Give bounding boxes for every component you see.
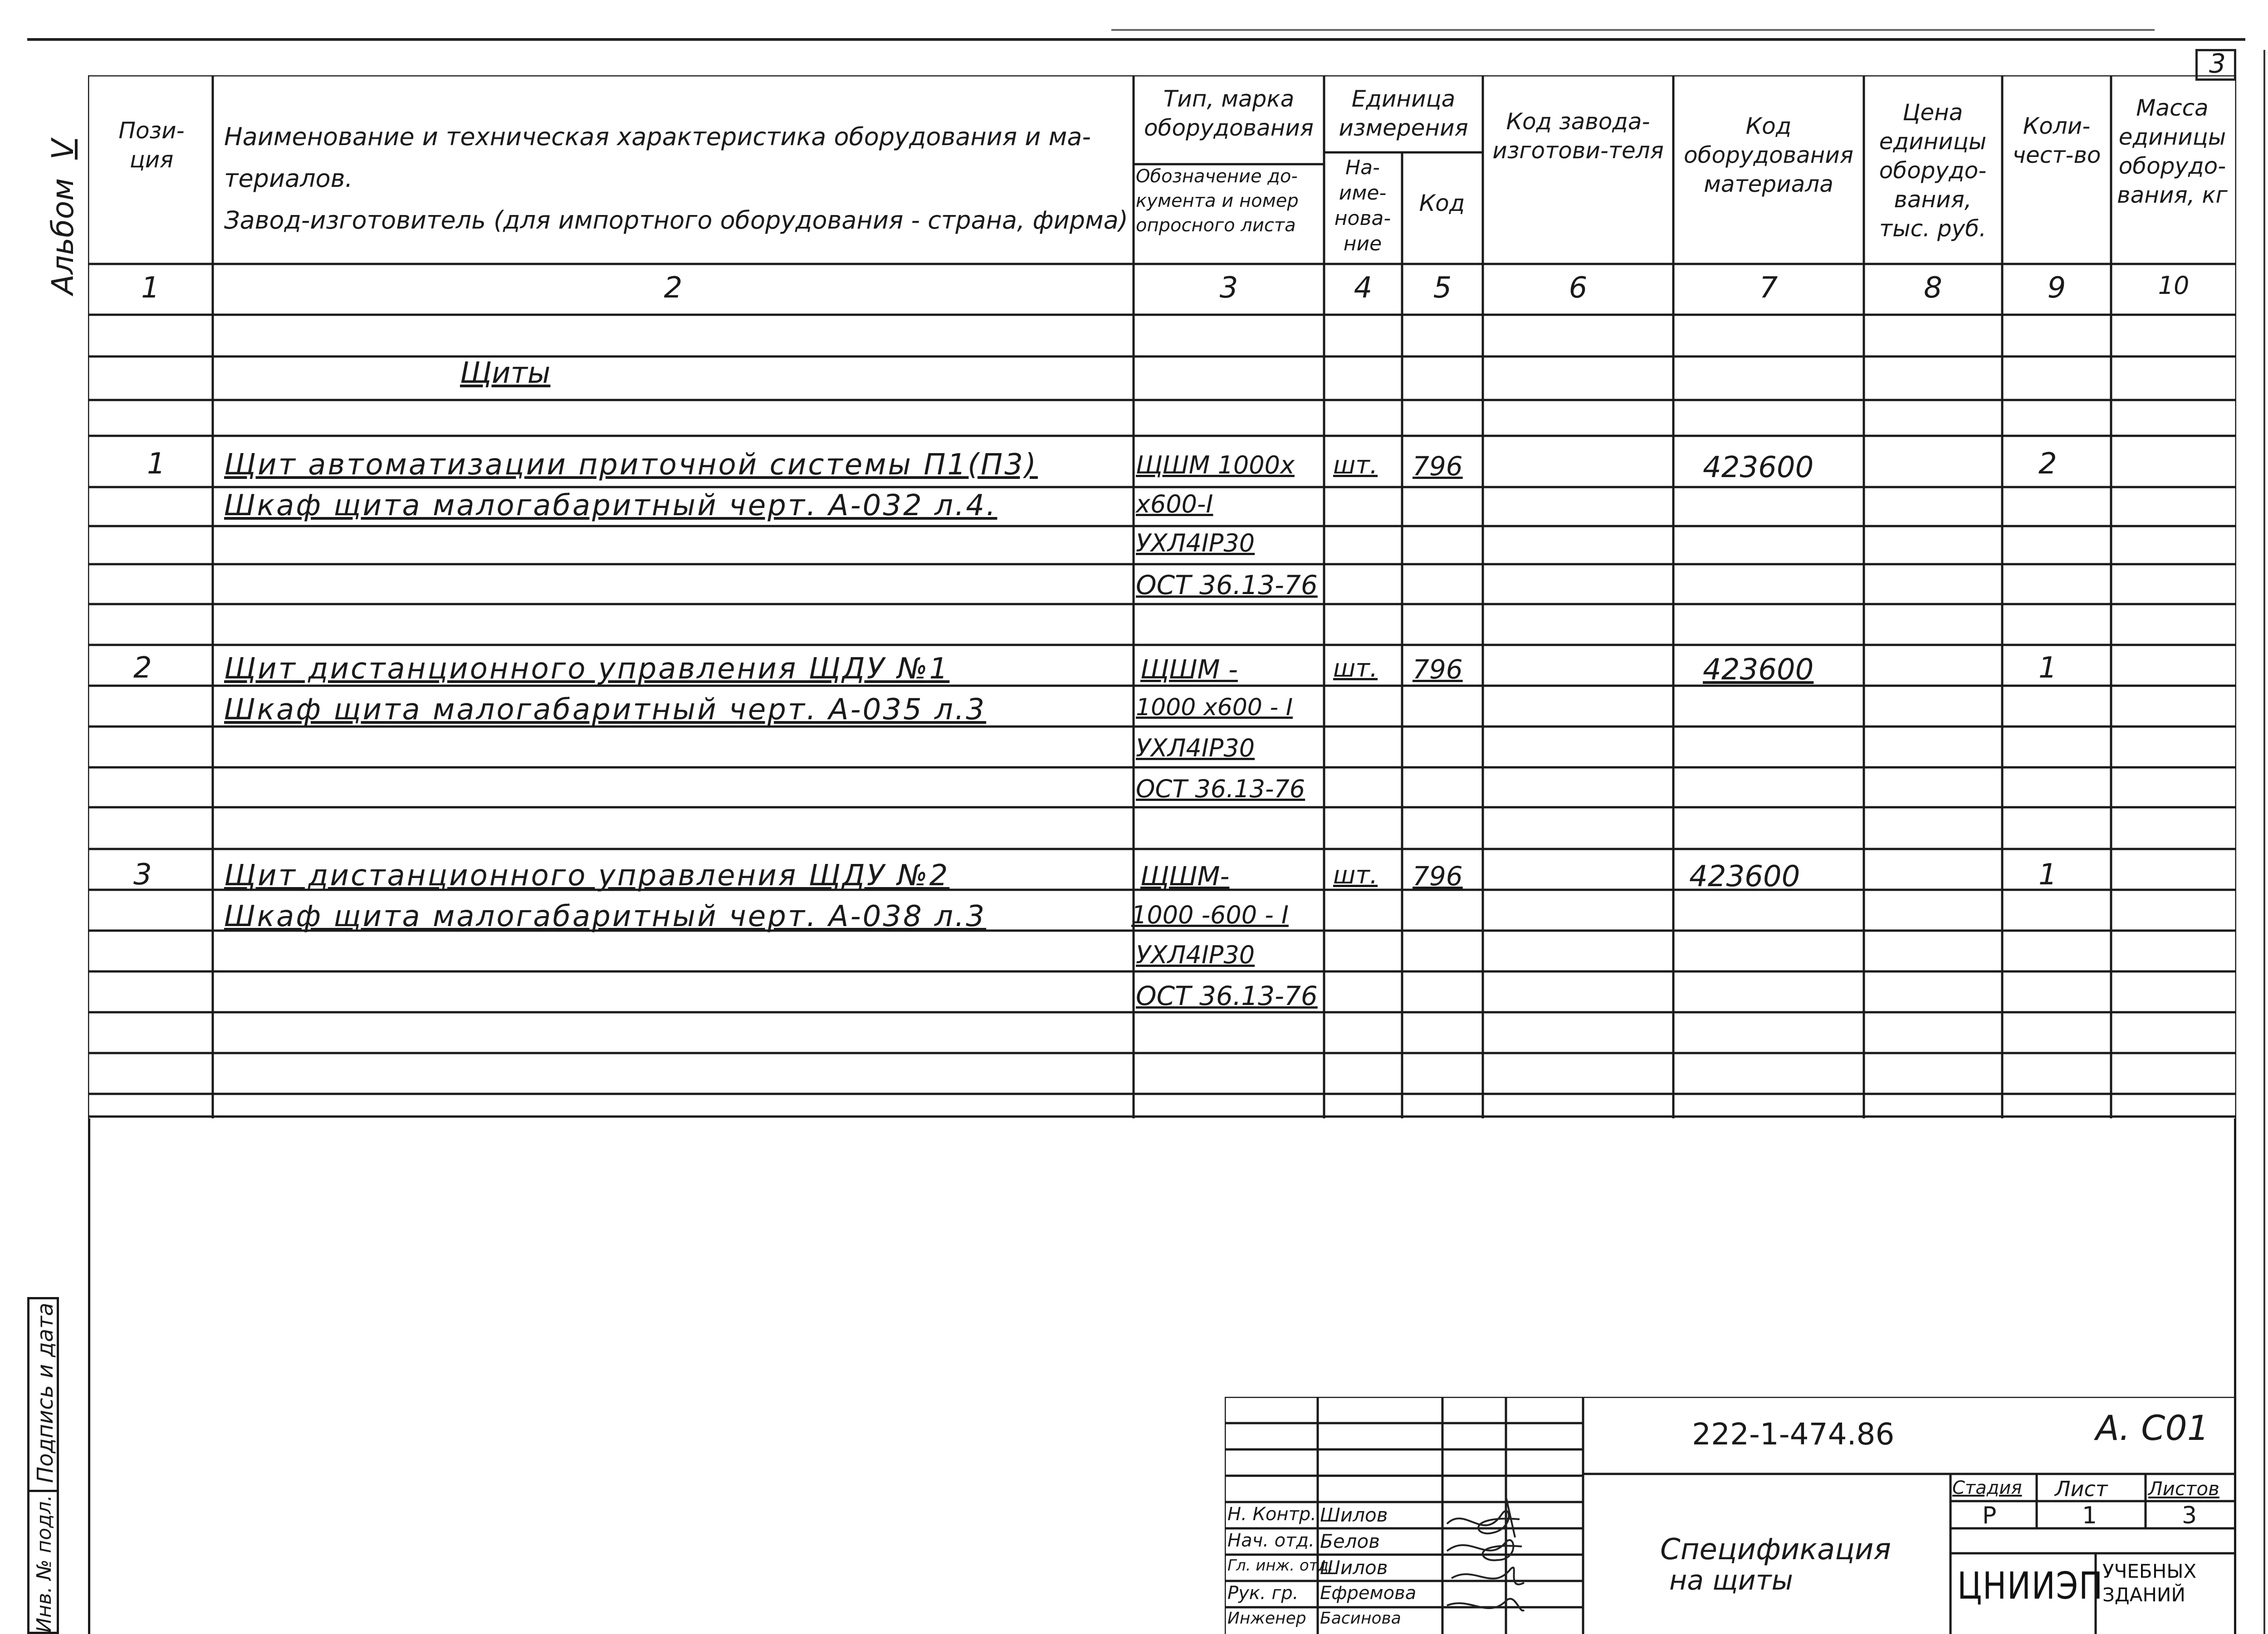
header-position: Пози-ция	[118, 117, 185, 173]
item-3-code: 796	[1413, 861, 1463, 892]
item-3-name-line2: Шкаф щита малогабаритный черт. А-038 л.3	[224, 900, 987, 933]
header-type-top: Тип, марка оборудования	[1144, 86, 1314, 141]
item-2-type-line3: УХЛ4IР30	[1136, 734, 1255, 762]
sheets-label: Листов	[2148, 1478, 2219, 1500]
column-number-2: 2	[664, 271, 683, 305]
item-1-code: 796	[1413, 451, 1463, 482]
header-price: Цена единицы оборудо-вания, тыс. руб.	[1879, 99, 1987, 242]
role-1-name: Шилов	[1320, 1504, 1388, 1526]
header-name-line3: Завод-изготовитель (для импортного оборудования - страна, фирма)	[224, 206, 1128, 234]
column-number-10: 10	[2158, 271, 2190, 300]
header-unit-top: Единица измерения	[1339, 86, 1468, 141]
item-1-type-line4: ОСТ 36.13-76	[1136, 570, 1318, 600]
item-2-name-line1: Щит дистанционного управления ЩДУ №1	[224, 652, 950, 686]
item-1-position: 1	[147, 447, 166, 481]
item-1-quantity: 2	[2038, 447, 2057, 481]
frame-left-line	[88, 1118, 90, 1634]
frame-right-outer-line	[2263, 50, 2265, 1634]
role-2: Нач. отд.	[1227, 1530, 1315, 1551]
role-2-name: Белов	[1320, 1530, 1380, 1552]
item-2-type-line4: ОСТ 36.13-76	[1136, 775, 1305, 803]
sheets-value: 3	[2182, 1502, 2197, 1529]
item-1-name-line2: Шкаф щита малогабаритный черт. А-032 л.4.	[224, 489, 997, 522]
role-1: Н. Контр.	[1227, 1504, 1316, 1525]
header-type-bottom: Обозначение до-кумента и номер опросного листа	[1136, 166, 1299, 236]
item-3-type-line3: УХЛ4IР30	[1136, 941, 1255, 969]
sheet-number: 3	[2209, 48, 2226, 79]
item-1-type-line2: х600-I	[1136, 490, 1213, 518]
header-equipment-code: Код оборудования материала	[1684, 113, 1853, 197]
item-2-code: 796	[1413, 654, 1463, 685]
header-name-line2: териалов.	[224, 164, 353, 193]
specification-table	[88, 75, 2236, 1118]
item-1-type-line1: ЩШМ 1000х	[1136, 451, 1295, 479]
item-3-position: 3	[133, 858, 152, 892]
item-1-equipment-code: 423600	[1703, 451, 1814, 484]
column-number-7: 7	[1759, 271, 1778, 305]
stage-value: Р	[1982, 1502, 1997, 1529]
role-4-name: Ефремова	[1320, 1583, 1417, 1604]
item-2-type-line2: 1000 х600 - I	[1136, 694, 1293, 721]
item-2-equipment-code: 423600	[1703, 653, 1814, 687]
item-3-type-line1: ЩШМ-	[1140, 861, 1230, 892]
stage-label: Стадия	[1952, 1478, 2022, 1498]
signature-3	[1452, 1567, 1524, 1584]
top-border-line	[27, 38, 2245, 41]
header-factory-code: Код завода-изготови-теля	[1492, 108, 1664, 164]
item-3-equipment-code: 423600	[1689, 860, 1800, 893]
header-name-line1: Наименование и техническая характеристика оборудования и ма-	[224, 122, 1091, 151]
album-label	[45, 139, 80, 295]
role-4: Рук. гр.	[1227, 1583, 1299, 1604]
item-3-type-line4: ОСТ 36.13-76	[1136, 980, 1318, 1011]
column-number-3: 3	[1219, 271, 1238, 305]
item-2-position: 2	[133, 651, 152, 685]
album-label-text: Альбом	[45, 178, 80, 295]
signatures	[1438, 1488, 1529, 1633]
column-number-6: 6	[1569, 271, 1588, 305]
title-block	[1225, 1397, 2236, 1634]
top-faint-line	[1111, 29, 2155, 31]
column-number-4: 4	[1354, 271, 1373, 305]
column-number-8: 8	[1924, 271, 1942, 305]
item-3-name-line1: Щит дистанционного управления ЩДУ №2	[224, 859, 950, 893]
column-number-1: 1	[141, 271, 160, 305]
role-5-name: Басинова	[1320, 1609, 1401, 1628]
role-5: Инженер	[1227, 1609, 1306, 1628]
header-mass: Масса единицы оборудо-вания, кг	[2117, 95, 2228, 208]
item-2-unit: шт.	[1333, 654, 1378, 683]
column-number-9: 9	[2047, 271, 2066, 305]
organization-sub1: УЧЕБНЫХ	[2102, 1560, 2197, 1582]
header-name	[224, 116, 1128, 241]
item-1-name-line1: Щит автоматизации приточной системы П1(П3)	[224, 448, 1038, 482]
item-2-quantity: 1	[2038, 651, 2057, 685]
item-3-quantity: 1	[2038, 858, 2057, 892]
document-title-line1: Спецификация	[1660, 1533, 1891, 1566]
item-2-type-line1: ЩШМ -	[1140, 654, 1238, 685]
signature-4	[1447, 1599, 1524, 1610]
header-unit-code: Код	[1419, 190, 1465, 216]
sheet-code: А. С01	[2096, 1408, 2209, 1448]
section-title: Щиты	[460, 356, 551, 390]
side-inventory-number: Инв. № подл.	[33, 1495, 56, 1633]
signature-2	[1447, 1540, 1522, 1560]
side-signature-date: Подпись и дата	[33, 1302, 58, 1483]
sheet-label: Лист	[2055, 1477, 2108, 1501]
item-1-unit: шт.	[1333, 451, 1378, 479]
document-title-line2: на щиты	[1669, 1565, 1793, 1596]
role-3: Гл. инж. отд.	[1227, 1556, 1334, 1575]
doc-code: 222-1-474.86	[1692, 1417, 1895, 1452]
sheet-value: 1	[2082, 1502, 2097, 1529]
item-3-unit: шт.	[1333, 861, 1378, 889]
role-3-name: Шилов	[1320, 1556, 1388, 1579]
item-3-type-line2: 1000 -600 - I	[1131, 901, 1289, 929]
signature-1	[1447, 1511, 1520, 1534]
header-unit-name: На-име-нова-ние	[1334, 156, 1391, 255]
header-quantity: Коли-чест-во	[2012, 113, 2101, 168]
organization-sub2: ЗДАНИЙ	[2102, 1584, 2185, 1606]
album-number: V	[45, 139, 80, 160]
organization-name: ЦНИИЭП	[1957, 1565, 2104, 1608]
column-number-5: 5	[1433, 271, 1452, 305]
item-1-type-line3: УХЛ4IР30	[1136, 529, 1255, 557]
item-2-name-line2: Шкаф щита малогабаритный черт. А-035 л.3	[224, 693, 987, 727]
signature-stroke	[1506, 1497, 1515, 1537]
side-stamp-divider	[27, 1490, 59, 1492]
